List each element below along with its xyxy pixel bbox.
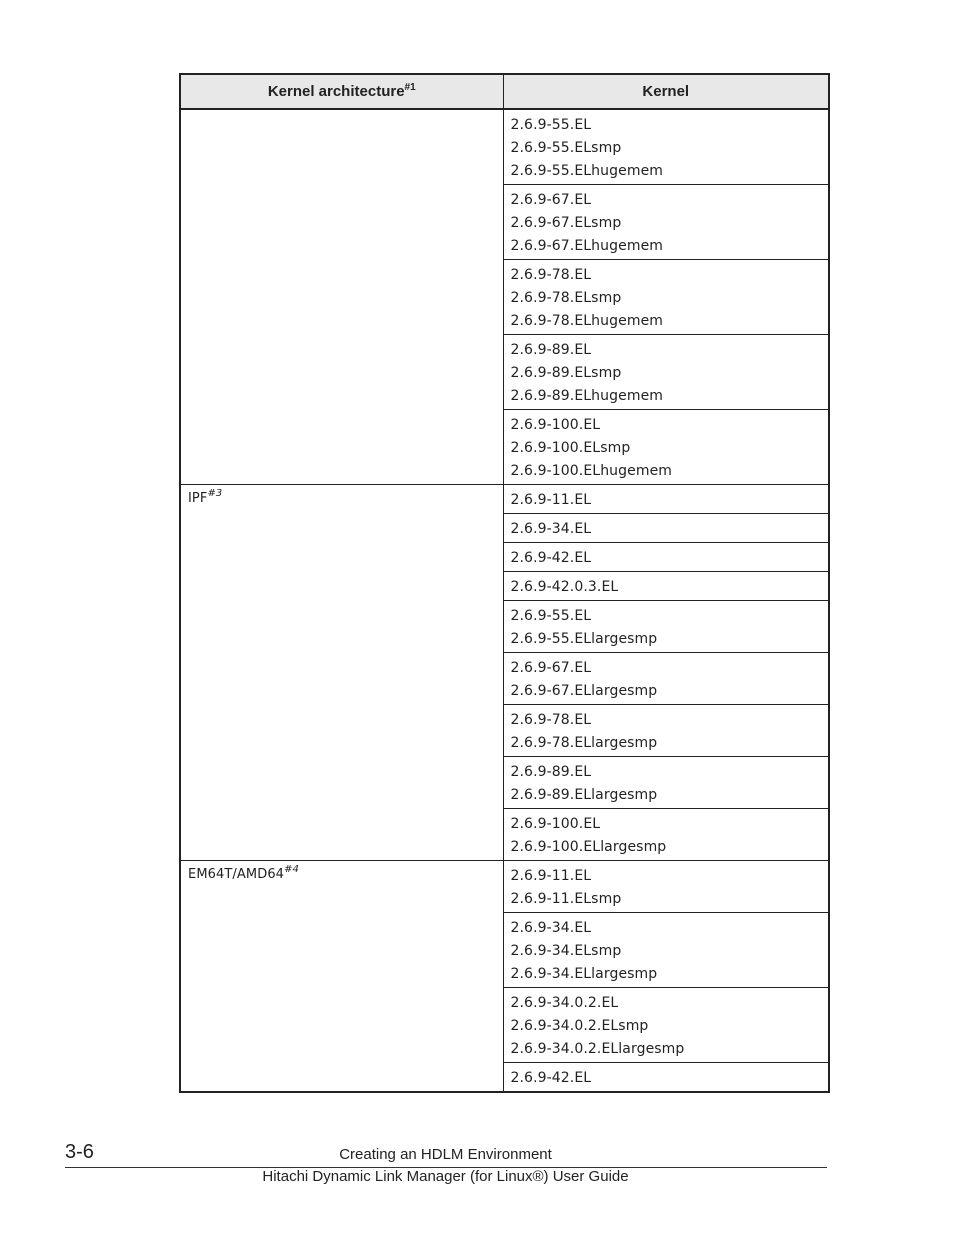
kernel-version: 2.6.9-100.EL bbox=[510, 816, 601, 832]
footer-chapter-title: Creating an HDLM Environment bbox=[339, 1146, 552, 1163]
kernel-version: 2.6.9-34.ELsmp bbox=[510, 943, 622, 959]
kernel-version: 2.6.9-55.ELsmp bbox=[510, 140, 622, 156]
kernel-version: 2.6.9-89.EL bbox=[510, 342, 592, 358]
kernel-version: 2.6.9-89.ELhugemem bbox=[510, 388, 664, 404]
kernel-version: 2.6.9-67.EL bbox=[510, 192, 592, 208]
kernel-version: 2.6.9-100.EL bbox=[510, 417, 601, 433]
kernel-version: 2.6.9-100.ELsmp bbox=[510, 440, 631, 456]
kernel-cell bbox=[503, 861, 829, 913]
kernel-version: 2.6.9-11.ELsmp bbox=[510, 891, 622, 907]
kernel-version: 2.6.9-34.0.2.ELlargesmp bbox=[510, 1041, 685, 1057]
kernel-cell bbox=[503, 514, 829, 543]
kernel-version: 2.6.9-89.ELsmp bbox=[510, 365, 622, 381]
kernel-version: 2.6.9-55.ELlargesmp bbox=[510, 631, 658, 647]
kernel-version: 2.6.9-100.ELlargesmp bbox=[510, 839, 667, 855]
kernel-cell bbox=[503, 913, 829, 988]
kernel-version: 2.6.9-78.ELhugemem bbox=[510, 313, 664, 329]
arch-footnote: #3 bbox=[207, 488, 223, 499]
kernel-version: 2.6.9-89.EL bbox=[510, 764, 592, 780]
kernel-cell bbox=[503, 410, 829, 485]
arch-name: IPF bbox=[188, 491, 208, 506]
table-header-row bbox=[180, 74, 829, 109]
kernel-version: 2.6.9-34.EL bbox=[510, 521, 592, 537]
kernel-cell bbox=[503, 705, 829, 757]
kernel-cell bbox=[503, 757, 829, 809]
kernel-version: 2.6.9-42.0.3.EL bbox=[510, 579, 619, 595]
table-row bbox=[180, 485, 829, 514]
kernel-cell bbox=[503, 543, 829, 572]
kernel-version: 2.6.9-55.ELhugemem bbox=[510, 163, 664, 179]
kernel-cell bbox=[503, 809, 829, 861]
kernel-cell bbox=[503, 653, 829, 705]
kernel-version: 2.6.9-55.EL bbox=[510, 117, 592, 133]
kernel-version: 2.6.9-34.0.2.EL bbox=[510, 995, 619, 1011]
kernel-version: 2.6.9-55.EL bbox=[510, 608, 592, 624]
kernel-version: 2.6.9-34.EL bbox=[510, 920, 592, 936]
kernel-version: 2.6.9-34.0.2.ELsmp bbox=[510, 1018, 649, 1034]
arch-cell bbox=[180, 109, 503, 485]
kernel-version: 2.6.9-67.ELsmp bbox=[510, 215, 622, 231]
kernel-cell bbox=[503, 335, 829, 410]
kernel-cell bbox=[503, 485, 829, 514]
kernel-cell bbox=[503, 601, 829, 653]
table-row bbox=[180, 861, 829, 913]
kernel-version: 2.6.9-78.EL bbox=[510, 267, 592, 283]
header-kernel-architecture bbox=[180, 74, 503, 109]
page-number: 3-6 bbox=[65, 1141, 94, 1163]
arch-cell bbox=[180, 861, 503, 1093]
header-arch-footnote: #1 bbox=[404, 82, 416, 93]
kernel-cell bbox=[503, 109, 829, 185]
kernel-version: 2.6.9-100.ELhugemem bbox=[510, 463, 673, 479]
kernel-version: 2.6.9-11.EL bbox=[510, 492, 592, 508]
footer-book-title: Hitachi Dynamic Link Manager (for Linux®) User Guide bbox=[262, 1168, 629, 1185]
kernel-table-body bbox=[180, 109, 829, 1092]
kernel-version: 2.6.9-78.EL bbox=[510, 712, 592, 728]
arch-footnote: #4 bbox=[284, 864, 300, 875]
kernel-version: 2.6.9-78.ELsmp bbox=[510, 290, 622, 306]
kernel-cell bbox=[503, 572, 829, 601]
kernel-version: 2.6.9-42.EL bbox=[510, 550, 592, 566]
kernel-version: 2.6.9-67.ELhugemem bbox=[510, 238, 664, 254]
header-kernel: Kernel bbox=[503, 74, 829, 109]
kernel-version: 2.6.9-34.ELlargesmp bbox=[510, 966, 658, 982]
kernel-cell bbox=[503, 260, 829, 335]
kernel-cell bbox=[503, 1063, 829, 1093]
kernel-version: 2.6.9-89.ELlargesmp bbox=[510, 787, 658, 803]
kernel-cell bbox=[503, 988, 829, 1063]
kernel-version: 2.6.9-11.EL bbox=[510, 868, 592, 884]
kernel-version: 2.6.9-67.ELlargesmp bbox=[510, 683, 658, 699]
arch-cell bbox=[180, 485, 503, 861]
kernel-table bbox=[179, 73, 830, 1093]
kernel-cell bbox=[503, 185, 829, 260]
kernel-version: 2.6.9-78.ELlargesmp bbox=[510, 735, 658, 751]
kernel-version: 2.6.9-42.EL bbox=[510, 1070, 592, 1086]
header-arch-label: Kernel architecture bbox=[267, 83, 405, 100]
kernel-version: 2.6.9-67.EL bbox=[510, 660, 592, 676]
arch-name: EM64T/AMD64 bbox=[188, 867, 285, 882]
table-row bbox=[180, 109, 829, 185]
